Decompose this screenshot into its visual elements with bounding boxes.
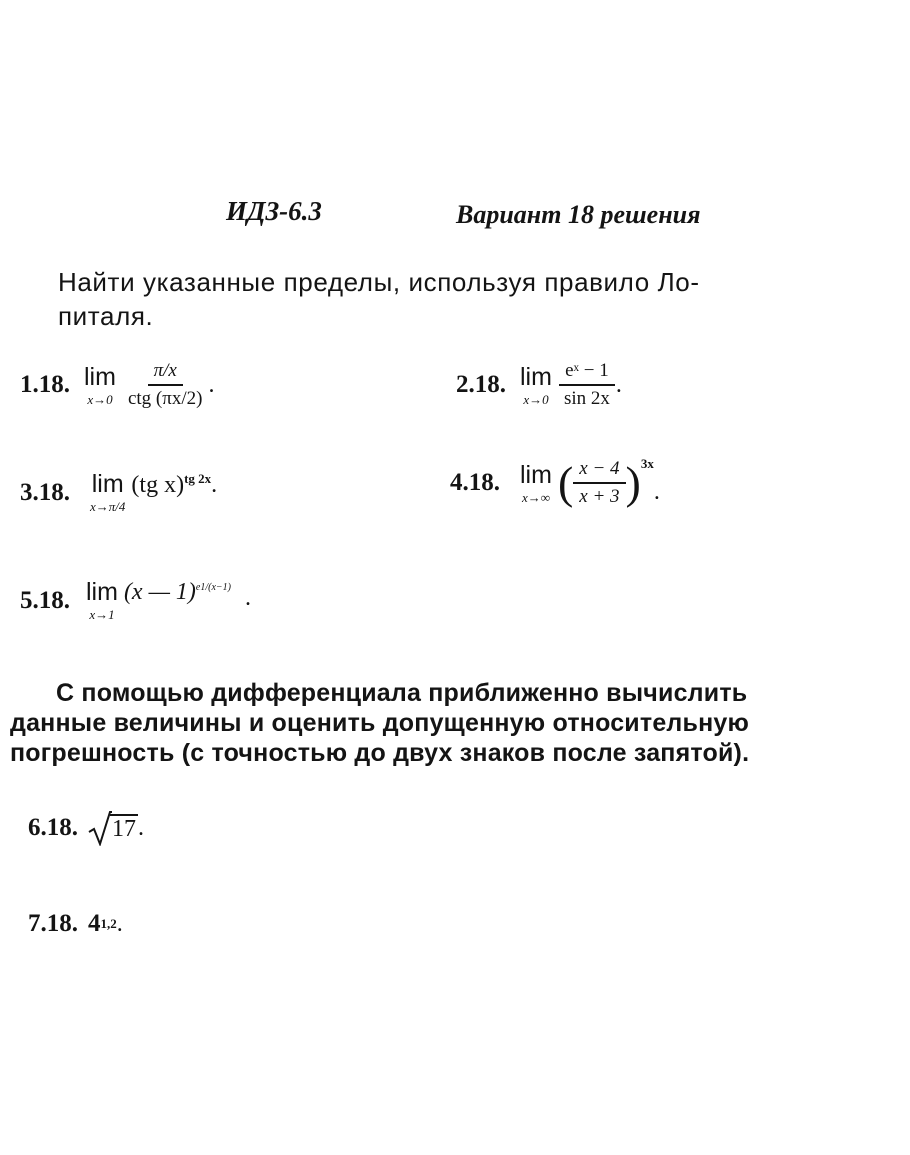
problem-1-18 bbox=[20, 360, 214, 410]
denominator: x + 3 bbox=[579, 486, 620, 507]
limit-expression: (tg x) bbox=[131, 471, 185, 498]
fraction bbox=[122, 360, 209, 410]
denominator: sin 2x bbox=[563, 388, 610, 409]
numerator: π/x bbox=[148, 360, 183, 386]
problem-number: 1.18. bbox=[20, 371, 70, 398]
right-paren: ) bbox=[625, 457, 641, 508]
square-root-icon bbox=[88, 810, 112, 846]
problem-number: 7.18. bbox=[28, 910, 78, 937]
fraction bbox=[573, 458, 625, 508]
problem-number: 4.18. bbox=[450, 469, 500, 496]
problem-number: 2.18. bbox=[456, 371, 506, 398]
fraction bbox=[558, 360, 616, 410]
problem-2-18 bbox=[456, 360, 622, 410]
exponent: tg 2x bbox=[184, 470, 212, 486]
limit-operator bbox=[520, 363, 552, 408]
document-code: ИДЗ-6.3 bbox=[226, 196, 322, 226]
limit-subscript: x→0 bbox=[523, 391, 549, 407]
limit-expression: (x — 1) bbox=[123, 579, 196, 605]
period: . bbox=[138, 814, 144, 841]
period: . bbox=[116, 910, 123, 937]
denominator: ctg (πx/2) bbox=[127, 388, 203, 409]
period: . bbox=[245, 585, 251, 611]
limit-operator bbox=[86, 578, 118, 623]
lim-word: lim bbox=[91, 470, 124, 498]
exponent: e1/(x−1) bbox=[195, 582, 231, 593]
numerator: x − 4 bbox=[573, 458, 625, 484]
period: . bbox=[208, 371, 215, 398]
limit-subscript: x→1 bbox=[89, 607, 115, 622]
limit-subscript: x→∞ bbox=[521, 489, 550, 505]
problem-7-18 bbox=[28, 910, 123, 938]
lim-word: lim bbox=[86, 578, 118, 606]
problem-number: 5.18. bbox=[20, 586, 70, 614]
problem-6-18 bbox=[28, 810, 144, 846]
period: . bbox=[211, 471, 218, 498]
limit-subscript: x→0 bbox=[87, 391, 113, 407]
period: . bbox=[615, 371, 622, 398]
variant-title: Вариант 18 решения bbox=[456, 200, 701, 229]
lim-word: lim bbox=[520, 362, 552, 391]
lim-word: lim bbox=[84, 362, 116, 391]
limit-subscript: x→π/4 bbox=[90, 499, 126, 514]
problem-3-18 bbox=[20, 470, 217, 515]
instruction-line-1: Найти указанные пределы, используя правило Ло- bbox=[58, 267, 700, 297]
exponent: 3x bbox=[640, 456, 654, 471]
left-paren: ( bbox=[557, 457, 574, 508]
instruction-line-2: питаля. bbox=[58, 301, 154, 331]
problem-5-18 bbox=[20, 578, 251, 623]
problem-number: 6.18. bbox=[28, 814, 78, 841]
instruction2-line-1: С помощью дифференциала приближенно вычислить bbox=[56, 679, 748, 707]
limit-operator bbox=[90, 470, 125, 515]
problem-number: 3.18. bbox=[20, 478, 70, 506]
lim-word: lim bbox=[520, 460, 552, 489]
radicand: 17 bbox=[112, 815, 136, 842]
limit-operator bbox=[520, 461, 552, 506]
instruction2-line-2: данные величины и оценить допущенную относительную bbox=[10, 709, 750, 737]
limit-operator bbox=[84, 363, 116, 408]
power-base: 4 bbox=[88, 910, 101, 937]
exponent: 1,2 bbox=[100, 916, 117, 931]
instruction2-line-3: погрешность (с точностью до двух знаков после запятой). bbox=[10, 739, 750, 767]
problem-4-18 bbox=[450, 458, 660, 508]
numerator: eˣ − 1 bbox=[559, 360, 615, 386]
period: . bbox=[653, 478, 660, 505]
